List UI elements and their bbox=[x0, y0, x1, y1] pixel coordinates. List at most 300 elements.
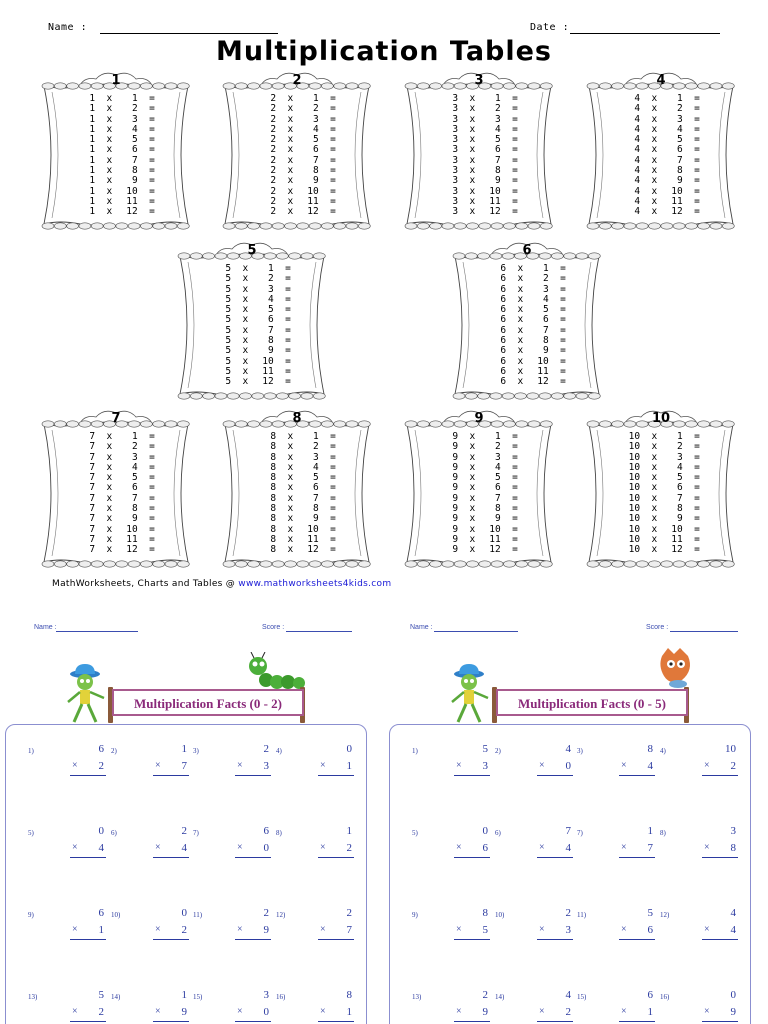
equals-sign: = bbox=[682, 185, 700, 197]
row-multiplier: 8 bbox=[131, 165, 138, 177]
problem-top-number: 5 bbox=[482, 743, 488, 755]
row-multiplicand: 10 bbox=[628, 523, 641, 535]
times-sign: × bbox=[456, 1006, 462, 1017]
row-multiplicand: 9 bbox=[452, 461, 459, 473]
table-number: 3 bbox=[474, 73, 484, 88]
row-multiplier: 2 bbox=[494, 441, 501, 453]
row-multiplicand: 6 bbox=[500, 376, 507, 388]
equals-sign: = bbox=[318, 103, 336, 115]
problem-12 bbox=[660, 906, 746, 966]
times-sign: × bbox=[237, 842, 243, 853]
problem-number: 2) bbox=[111, 747, 117, 755]
times-sign: x bbox=[95, 185, 124, 197]
row-multiplier: 3 bbox=[131, 451, 138, 463]
row-multiplier: 9 bbox=[131, 175, 138, 187]
problem-bottom-number: 2 bbox=[730, 760, 736, 772]
table-9 bbox=[403, 408, 555, 578]
problem-bottom-number: 4 bbox=[181, 842, 187, 854]
row-multiplicand: 9 bbox=[452, 523, 459, 535]
row-multiplier: 1 bbox=[312, 93, 319, 104]
answer-line bbox=[537, 1021, 573, 1022]
times-sign: x bbox=[640, 431, 669, 442]
row-multiplier: 10 bbox=[307, 523, 319, 535]
answer-line bbox=[153, 775, 189, 776]
row-multiplier: 12 bbox=[671, 544, 683, 556]
times-sign: x bbox=[506, 283, 535, 295]
times-sign: x bbox=[95, 503, 124, 515]
problem-top-number: 1 bbox=[647, 825, 653, 837]
problem-8 bbox=[276, 824, 362, 884]
answer-line bbox=[702, 939, 738, 940]
times-sign: × bbox=[704, 1006, 710, 1017]
row-multiplier: 2 bbox=[494, 103, 501, 115]
times-sign: × bbox=[539, 1006, 545, 1017]
equals-sign: = bbox=[500, 113, 518, 125]
mascot-icon bbox=[444, 662, 494, 726]
row-multiplicand: 10 bbox=[628, 451, 641, 463]
footer-url[interactable]: www.mathworksheets4kids.com bbox=[238, 579, 392, 589]
name-line bbox=[100, 33, 278, 34]
row-multiplicand: 8 bbox=[270, 461, 277, 473]
table-rows bbox=[585, 94, 737, 218]
problem-bottom-number: 9 bbox=[730, 1006, 736, 1018]
row-multiplicand: 2 bbox=[270, 165, 277, 177]
equals-sign: = bbox=[500, 195, 518, 207]
equals-sign: = bbox=[548, 324, 566, 336]
problem-top-number: 3 bbox=[263, 989, 269, 1001]
times-sign: x bbox=[231, 273, 260, 285]
times-sign: x bbox=[276, 144, 305, 156]
times-sign: x bbox=[95, 154, 124, 166]
row-multiplicand: 3 bbox=[452, 144, 459, 156]
times-sign: × bbox=[155, 760, 161, 771]
row-multiplier: 11 bbox=[671, 195, 683, 207]
problem-11 bbox=[577, 906, 663, 966]
times-sign: x bbox=[640, 93, 669, 104]
problem-5 bbox=[412, 824, 498, 884]
problem-number: 3) bbox=[193, 747, 199, 755]
row-multiplicand: 9 bbox=[452, 503, 459, 515]
times-sign: x bbox=[231, 304, 260, 316]
equals-sign: = bbox=[548, 283, 566, 295]
table-rows bbox=[221, 94, 373, 218]
row-multiplier: 9 bbox=[312, 175, 319, 187]
row-multiplicand: 3 bbox=[452, 206, 459, 218]
row-multiplicand: 6 bbox=[500, 345, 507, 357]
table-number: 1 bbox=[111, 73, 121, 88]
row-multiplicand: 1 bbox=[89, 93, 96, 104]
problem-7 bbox=[577, 824, 663, 884]
table-number: 7 bbox=[111, 411, 121, 426]
problem-11 bbox=[193, 906, 279, 966]
row-multiplier: 7 bbox=[676, 154, 683, 166]
equals-sign: = bbox=[137, 431, 155, 442]
problem-bottom-number: 4 bbox=[98, 842, 104, 854]
problem-number: 7) bbox=[193, 829, 199, 837]
row-multiplier: 5 bbox=[267, 304, 274, 316]
times-sign: x bbox=[458, 482, 487, 494]
row-multiplicand: 2 bbox=[270, 103, 277, 115]
times-sign: x bbox=[276, 123, 305, 135]
problem-6 bbox=[111, 824, 197, 884]
equals-sign: = bbox=[137, 461, 155, 473]
problem-15 bbox=[193, 988, 279, 1024]
times-sign: x bbox=[276, 482, 305, 494]
problem-number: 16) bbox=[660, 993, 670, 1001]
equals-sign: = bbox=[137, 154, 155, 166]
row-multiplier: 4 bbox=[494, 461, 501, 473]
row-multiplier: 6 bbox=[131, 144, 138, 156]
equals-sign: = bbox=[318, 431, 336, 442]
equals-sign: = bbox=[500, 206, 518, 218]
times-sign: × bbox=[621, 842, 627, 853]
equals-sign: = bbox=[318, 492, 336, 504]
row-multiplicand: 1 bbox=[89, 165, 96, 177]
problem-9 bbox=[412, 906, 498, 966]
table-8 bbox=[221, 408, 373, 578]
problem-bottom-number: 9 bbox=[181, 1006, 187, 1018]
table-row bbox=[221, 545, 373, 555]
answer-line bbox=[619, 775, 655, 776]
problem-number: 5) bbox=[412, 829, 418, 837]
equals-sign: = bbox=[273, 283, 291, 295]
problem-bottom-number: 9 bbox=[482, 1006, 488, 1018]
table-rows bbox=[403, 432, 555, 556]
name-line bbox=[56, 631, 138, 632]
row-multiplier: 9 bbox=[494, 513, 501, 525]
table-number: 6 bbox=[522, 243, 532, 258]
times-sign: x bbox=[506, 376, 535, 388]
problem-number: 11) bbox=[193, 911, 203, 919]
row-multiplicand: 10 bbox=[628, 472, 641, 484]
equals-sign: = bbox=[500, 134, 518, 146]
table-1 bbox=[40, 70, 192, 240]
times-sign: x bbox=[458, 103, 487, 115]
problem-10 bbox=[111, 906, 197, 966]
row-multiplicand: 5 bbox=[225, 283, 232, 295]
equals-sign: = bbox=[137, 533, 155, 545]
row-multiplier: 1 bbox=[131, 431, 138, 442]
times-sign: x bbox=[276, 165, 305, 177]
row-multiplier: 8 bbox=[267, 335, 274, 347]
times-sign: x bbox=[458, 206, 487, 218]
row-multiplicand: 9 bbox=[452, 431, 459, 442]
equals-sign: = bbox=[318, 513, 336, 525]
equals-sign: = bbox=[318, 461, 336, 473]
equals-sign: = bbox=[548, 345, 566, 357]
equals-sign: = bbox=[682, 472, 700, 484]
row-multiplier: 5 bbox=[676, 134, 683, 146]
times-sign: × bbox=[621, 924, 627, 935]
times-sign: x bbox=[95, 431, 124, 442]
row-multiplier: 5 bbox=[312, 472, 319, 484]
table-6 bbox=[451, 240, 603, 410]
equals-sign: = bbox=[548, 314, 566, 326]
row-multiplier: 8 bbox=[494, 503, 501, 515]
row-multiplicand: 7 bbox=[89, 544, 96, 556]
problem-top-number: 4 bbox=[565, 743, 571, 755]
equals-sign: = bbox=[548, 293, 566, 305]
row-multiplier: 6 bbox=[676, 482, 683, 494]
problem-bottom-number: 1 bbox=[346, 1006, 352, 1018]
times-sign: x bbox=[231, 283, 260, 295]
row-multiplicand: 10 bbox=[628, 544, 641, 556]
date-label: Date : bbox=[530, 22, 570, 33]
times-sign: x bbox=[506, 345, 535, 357]
problem-number: 6) bbox=[495, 829, 501, 837]
equals-sign: = bbox=[682, 144, 700, 156]
row-multiplier: 9 bbox=[676, 513, 683, 525]
answer-line bbox=[537, 857, 573, 858]
times-sign: x bbox=[458, 175, 487, 187]
equals-sign: = bbox=[318, 165, 336, 177]
row-multiplicand: 5 bbox=[225, 376, 232, 388]
problem-13 bbox=[412, 988, 498, 1024]
times-sign: x bbox=[640, 185, 669, 197]
equals-sign: = bbox=[318, 175, 336, 187]
times-sign: x bbox=[95, 165, 124, 177]
problem-number: 13) bbox=[412, 993, 422, 1001]
row-multiplier: 8 bbox=[676, 503, 683, 515]
times-sign: x bbox=[231, 293, 260, 305]
problem-bottom-number: 3 bbox=[263, 760, 269, 772]
times-sign: × bbox=[621, 1006, 627, 1017]
times-sign: × bbox=[72, 760, 78, 771]
row-multiplier: 10 bbox=[537, 355, 549, 367]
row-multiplier: 6 bbox=[312, 482, 319, 494]
problem-top-number: 5 bbox=[98, 989, 104, 1001]
row-multiplier: 2 bbox=[676, 103, 683, 115]
equals-sign: = bbox=[500, 144, 518, 156]
row-multiplicand: 9 bbox=[452, 533, 459, 545]
times-sign: x bbox=[640, 154, 669, 166]
problem-number: 8) bbox=[660, 829, 666, 837]
row-multiplier: 8 bbox=[312, 503, 319, 515]
times-sign: × bbox=[539, 760, 545, 771]
times-sign: x bbox=[276, 175, 305, 187]
equals-sign: = bbox=[273, 273, 291, 285]
row-multiplicand: 8 bbox=[270, 492, 277, 504]
row-multiplicand: 3 bbox=[452, 103, 459, 115]
equals-sign: = bbox=[500, 441, 518, 453]
table-rows bbox=[403, 94, 555, 218]
name-label: Name : bbox=[410, 624, 433, 631]
problem-top-number: 6 bbox=[263, 825, 269, 837]
row-multiplier: 10 bbox=[671, 185, 683, 197]
times-sign: x bbox=[95, 93, 124, 104]
row-multiplier: 1 bbox=[312, 431, 319, 442]
row-multiplicand: 1 bbox=[89, 123, 96, 135]
row-multiplier: 3 bbox=[131, 113, 138, 125]
times-sign: x bbox=[640, 544, 669, 556]
times-sign: x bbox=[506, 304, 535, 316]
problem-14 bbox=[495, 988, 581, 1024]
equals-sign: = bbox=[682, 165, 700, 177]
equals-sign: = bbox=[273, 376, 291, 388]
equals-sign: = bbox=[548, 335, 566, 347]
equals-sign: = bbox=[273, 304, 291, 316]
problem-4 bbox=[660, 742, 746, 802]
row-multiplier: 11 bbox=[671, 533, 683, 545]
equals-sign: = bbox=[318, 144, 336, 156]
row-multiplier: 7 bbox=[267, 324, 274, 336]
times-sign: x bbox=[95, 472, 124, 484]
row-multiplicand: 2 bbox=[270, 175, 277, 187]
times-sign: x bbox=[95, 544, 124, 556]
equals-sign: = bbox=[137, 441, 155, 453]
equals-sign: = bbox=[273, 263, 291, 274]
row-multiplier: 10 bbox=[307, 185, 319, 197]
times-sign: x bbox=[506, 355, 535, 367]
equals-sign: = bbox=[500, 154, 518, 166]
times-sign: × bbox=[320, 842, 326, 853]
times-sign: x bbox=[95, 492, 124, 504]
answer-line bbox=[70, 1021, 106, 1022]
times-sign: x bbox=[95, 451, 124, 463]
row-multiplicand: 4 bbox=[634, 165, 641, 177]
problem-7 bbox=[193, 824, 279, 884]
row-multiplicand: 7 bbox=[89, 451, 96, 463]
equals-sign: = bbox=[682, 103, 700, 115]
equals-sign: = bbox=[137, 482, 155, 494]
table-4 bbox=[585, 70, 737, 240]
times-sign: x bbox=[640, 206, 669, 218]
row-multiplicand: 4 bbox=[634, 123, 641, 135]
equals-sign: = bbox=[682, 175, 700, 187]
row-multiplicand: 3 bbox=[452, 93, 459, 104]
equals-sign: = bbox=[548, 263, 566, 274]
table-row bbox=[403, 545, 555, 555]
problem-top-number: 6 bbox=[98, 743, 104, 755]
equals-sign: = bbox=[682, 492, 700, 504]
row-multiplier: 11 bbox=[537, 365, 549, 377]
row-multiplier: 4 bbox=[542, 293, 549, 305]
answer-line bbox=[318, 1021, 354, 1022]
row-multiplicand: 5 bbox=[225, 263, 232, 274]
row-multiplicand: 10 bbox=[628, 461, 641, 473]
equals-sign: = bbox=[682, 431, 700, 442]
times-sign: x bbox=[95, 123, 124, 135]
row-multiplier: 9 bbox=[312, 513, 319, 525]
times-sign: x bbox=[276, 441, 305, 453]
equals-sign: = bbox=[318, 544, 336, 556]
equals-sign: = bbox=[137, 544, 155, 556]
row-multiplier: 6 bbox=[494, 144, 501, 156]
problem-bottom-number: 2 bbox=[98, 1006, 104, 1018]
table-10 bbox=[585, 408, 737, 578]
times-sign: × bbox=[456, 924, 462, 935]
title-banner bbox=[496, 689, 688, 716]
equals-sign: = bbox=[500, 461, 518, 473]
problem-bottom-number: 6 bbox=[482, 842, 488, 854]
times-sign: x bbox=[276, 93, 305, 104]
row-multiplier: 11 bbox=[489, 195, 501, 207]
owl-icon bbox=[656, 646, 696, 690]
row-multiplier: 11 bbox=[126, 533, 138, 545]
row-multiplier: 3 bbox=[267, 283, 274, 295]
table-row bbox=[451, 377, 603, 387]
row-multiplicand: 8 bbox=[270, 533, 277, 545]
row-multiplicand: 9 bbox=[452, 544, 459, 556]
problem-top-number: 6 bbox=[647, 989, 653, 1001]
times-sign: × bbox=[237, 924, 243, 935]
equals-sign: = bbox=[500, 533, 518, 545]
times-sign: x bbox=[458, 533, 487, 545]
row-multiplicand: 9 bbox=[452, 451, 459, 463]
equals-sign: = bbox=[318, 123, 336, 135]
row-multiplicand: 3 bbox=[452, 165, 459, 177]
equals-sign: = bbox=[318, 195, 336, 207]
row-multiplicand: 10 bbox=[628, 482, 641, 494]
row-multiplier: 6 bbox=[267, 314, 274, 326]
equals-sign: = bbox=[682, 513, 700, 525]
times-sign: x bbox=[458, 544, 487, 556]
times-sign: x bbox=[458, 461, 487, 473]
equals-sign: = bbox=[318, 472, 336, 484]
table-row bbox=[221, 207, 373, 217]
times-sign: x bbox=[458, 185, 487, 197]
table-row bbox=[176, 377, 328, 387]
answer-line bbox=[619, 939, 655, 940]
times-sign: x bbox=[458, 472, 487, 484]
times-sign: x bbox=[276, 513, 305, 525]
problem-number: 11) bbox=[577, 911, 587, 919]
equals-sign: = bbox=[318, 523, 336, 535]
times-sign: × bbox=[72, 1006, 78, 1017]
times-sign: x bbox=[458, 523, 487, 535]
row-multiplicand: 9 bbox=[452, 513, 459, 525]
row-multiplier: 4 bbox=[494, 123, 501, 135]
row-multiplier: 9 bbox=[131, 513, 138, 525]
times-sign: x bbox=[458, 441, 487, 453]
times-sign: x bbox=[506, 335, 535, 347]
problem-number: 12) bbox=[276, 911, 286, 919]
row-multiplier: 8 bbox=[676, 165, 683, 177]
times-sign: x bbox=[276, 134, 305, 146]
row-multiplier: 5 bbox=[494, 134, 501, 146]
row-multiplicand: 4 bbox=[634, 154, 641, 166]
row-multiplier: 7 bbox=[676, 492, 683, 504]
row-multiplicand: 7 bbox=[89, 513, 96, 525]
problem-number: 9) bbox=[28, 911, 34, 919]
equals-sign: = bbox=[682, 503, 700, 515]
row-multiplicand: 5 bbox=[225, 365, 232, 377]
times-sign: x bbox=[95, 175, 124, 187]
problem-bottom-number: 2 bbox=[98, 760, 104, 772]
problem-top-number: 7 bbox=[565, 825, 571, 837]
answer-line bbox=[454, 939, 490, 940]
times-sign: x bbox=[640, 134, 669, 146]
problem-bottom-number: 9 bbox=[263, 924, 269, 936]
times-sign: × bbox=[539, 924, 545, 935]
row-multiplicand: 5 bbox=[225, 314, 232, 326]
score-line bbox=[286, 631, 352, 632]
row-multiplicand: 6 bbox=[500, 283, 507, 295]
problem-bottom-number: 2 bbox=[181, 924, 187, 936]
answer-line bbox=[235, 1021, 271, 1022]
row-multiplier: 8 bbox=[131, 503, 138, 515]
row-multiplicand: 10 bbox=[628, 431, 641, 442]
problem-9 bbox=[28, 906, 114, 966]
times-sign: x bbox=[458, 134, 487, 146]
row-multiplier: 3 bbox=[676, 113, 683, 125]
row-multiplicand: 6 bbox=[500, 324, 507, 336]
row-multiplier: 9 bbox=[267, 345, 274, 357]
times-sign: × bbox=[456, 760, 462, 771]
answer-line bbox=[454, 1021, 490, 1022]
title-banner bbox=[112, 689, 304, 716]
equals-sign: = bbox=[273, 324, 291, 336]
